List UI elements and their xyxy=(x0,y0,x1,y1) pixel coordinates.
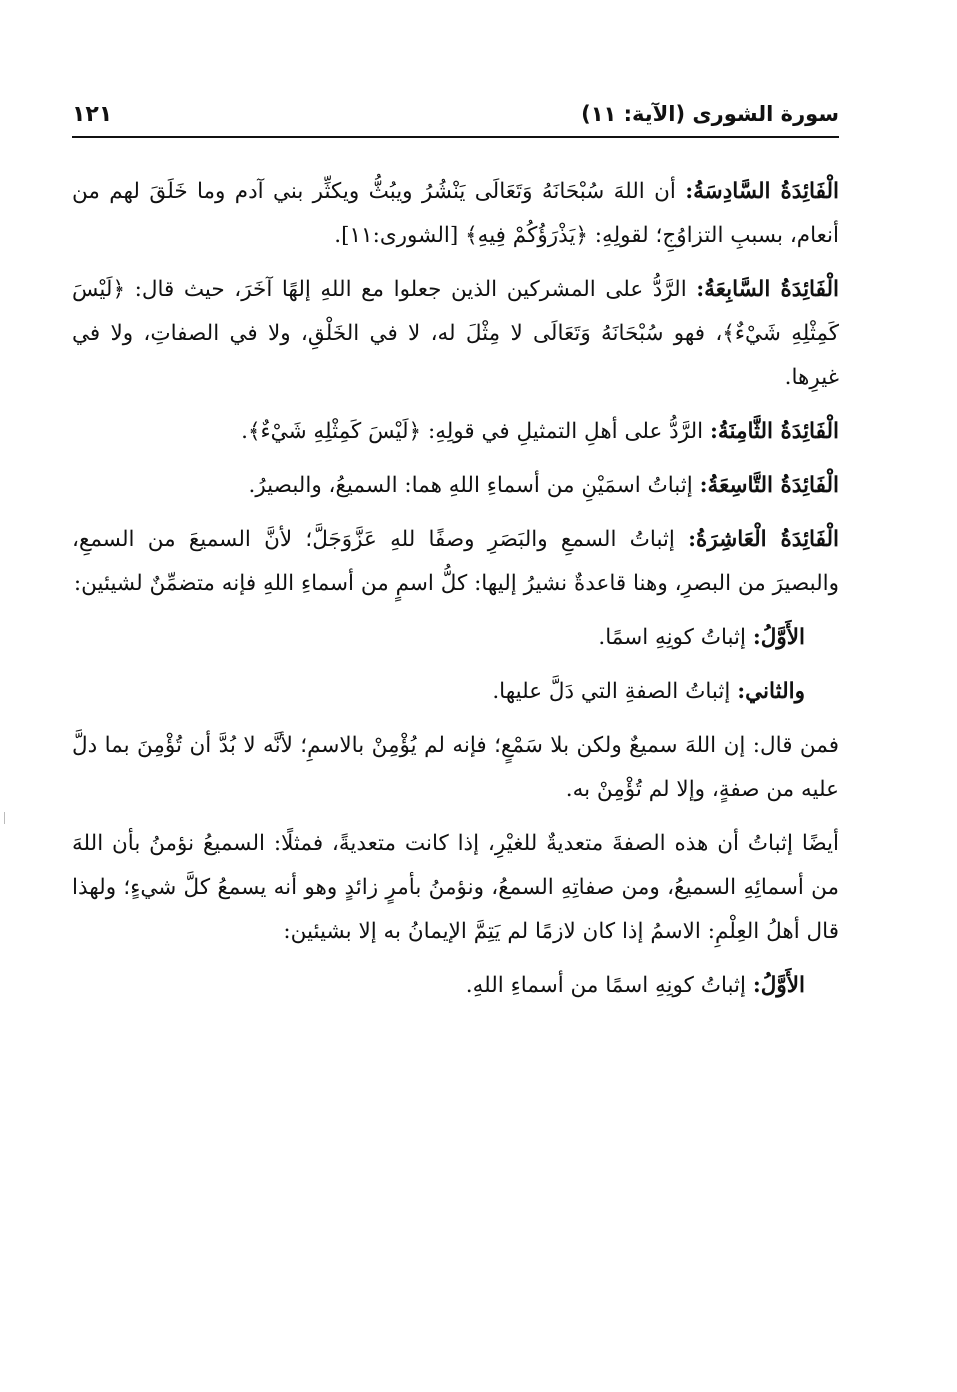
paragraph-lead: الْفَائِدَةُ السَّادِسَةُ: xyxy=(685,179,839,204)
paragraph-lead: الأَوَّلُ: xyxy=(752,625,805,650)
paragraph-first-point-2 xyxy=(72,964,839,1008)
paragraph-transitive-attribute xyxy=(72,822,839,954)
page-header xyxy=(72,100,839,138)
paragraph-text: الرَّدُّ على المشركين الذين جعلوا مع اللهِ إلهًا آخَرَ، حيث قال: ﴿لَيْسَ كَمِثْلِهِ شَيْءٌ﴾، فهو سُبْحَانَهُ وَتَعَالَى لا مِثْلَ له، لا في الخَلْقِ، ولا في الصفاتِ، ولا في غيرِها. xyxy=(72,277,839,390)
paragraph-text: إثباتُ اسمَيْنِ من أسماءِ اللهِ هما: السميعُ، والبصيرُ. xyxy=(248,473,693,498)
paragraph-lead: الأَوَّلُ: xyxy=(752,973,805,998)
paragraph-text: إثباتُ الصفةِ التي دَلَّ عليها. xyxy=(492,679,731,704)
paragraph-lead: والثاني: xyxy=(737,679,805,704)
paragraph-text: إثباتُ كونِهِ اسمًا من أسماءِ اللهِ. xyxy=(465,973,746,998)
paragraph-text: أن اللهَ سُبْحَانَهُ وَتَعَالَى يَنْشُرُ ويبُثُّ ويكثِّر بني آدم وما خَلَقَ لهم من أنعام، بسببِ التزاوُجِ؛ لقولِهِ: ﴿يَذْرَؤُكُمْ فِيهِ﴾ [الشورى:١١]. xyxy=(72,179,839,248)
paragraph-explanation xyxy=(72,724,839,812)
running-title: سورة الشورى (الآية: ١١) xyxy=(581,102,839,126)
paragraph-benefit-8 xyxy=(72,410,839,454)
paragraph-text: فمن قال: إن اللهَ سميعٌ ولكن بلا سَمْعٍ؛ فإنه لم يُؤْمِنْ بالاسمِ؛ لأنَّه لا بُدَّ أن تُؤْمِنَ بما دلَّ عليه من صفةٍ، وإلا لم تُؤْمِنْ به. xyxy=(72,733,839,802)
paragraph-second-point xyxy=(72,670,839,714)
paragraph-text: أيضًا إثباتُ أن هذه الصفةَ متعديةٌ للغيْرِ، إذا كانت متعديةً، فمثلًا: السميعُ نؤمنُ بأن اللهَ من أسمائِهِ السميعُ، ومن صفاتِهِ السمعُ، ونؤمنُ بأمرٍ زائدٍ وهو أنه يسمعُ كلَّ شيءٍ؛ ولهذا قال أهلُ العِلْمِ: الاسمُ إذا كان لازمًا لم يَتِمَّ الإيمانُ به إلا بشيئين: xyxy=(72,831,839,944)
page-body xyxy=(72,170,839,1018)
paragraph-lead: الْفَائِدَةُ التَّاسِعَةُ: xyxy=(699,473,839,498)
paragraph-lead: الْفَائِدَةُ الْعَاشِرَةُ: xyxy=(688,527,839,552)
page-number: ١٢١ xyxy=(72,102,113,127)
paragraph-text: إثباتُ كونِهِ اسمًا. xyxy=(598,625,746,650)
paragraph-benefit-7 xyxy=(72,268,839,400)
paragraph-benefit-6 xyxy=(72,170,839,258)
paragraph-lead: الْفَائِدَةُ الثَّامِنَةُ: xyxy=(710,419,839,444)
scan-mark xyxy=(4,812,5,824)
paragraph-text: إثباتُ السمعِ والبَصَرِ وصفًا للهِ عَزَّوَجَلَّ؛ لأنَّ السميعَ من السمعِ، والبصيرَ من البصرِ، وهنا قاعدةٌ نشيرُ إليها: كلُّ اسمٍ من أسماءِ اللهِ فإنه متضمِّنٌ لشيئين: xyxy=(72,527,839,596)
paragraph-lead: الْفَائِدَةُ السَّابِعَةُ: xyxy=(696,277,840,302)
paragraph-benefit-9 xyxy=(72,464,839,508)
paragraph-benefit-10 xyxy=(72,518,839,606)
paragraph-first-point xyxy=(72,616,839,660)
paragraph-text: الرَّدُّ على أهلِ التمثيلِ في قولِهِ: ﴿لَيْسَ كَمِثْلِهِ شَيْءٌ﴾. xyxy=(241,419,704,444)
